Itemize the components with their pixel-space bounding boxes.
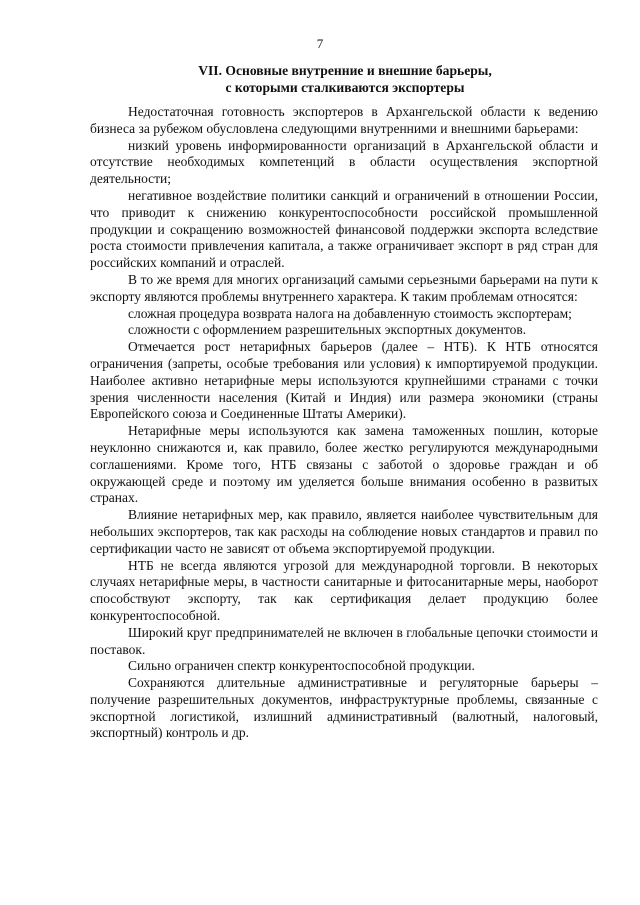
section-heading (90, 62, 600, 96)
paragraph: Сохраняются длительные административные и регуляторные барьеры – получение разрешительных документов, инфраструктурные проблемы, связанные с экспортной логистикой, излишний административный (валютный, налоговый, экспортный) контроль и др. (90, 675, 598, 741)
paragraph: низкий уровень информированности организаций в Архангельской области и отсутствие необходимых компетенций в области осуществления экспортной деятельности; (90, 137, 598, 187)
document-body (90, 104, 598, 742)
section-heading-line-2: с которыми сталкиваются экспортеры (225, 80, 465, 95)
paragraph: сложная процедура возврата налога на добавленную стоимость экспортерам; (128, 305, 572, 321)
paragraph: НТБ не всегда являются угрозой для международной торговли. В некоторых случаях нетарифные меры, в частности санитарные и фитосанитарные меры, наоборот способствуют экспорту, так как сертификация делает продукцию более конкурентоспособной. (90, 557, 598, 623)
paragraph: негативное воздействие политики санкций и ограничений в отношении России, что приводит к снижению конкурентоспособности российской промышленной продукции и сокращению возможностей финансовой поддержки экспорта вследствие роста стоимости привлечения капитала, а также ограничивает экспорт в ряд стран для российских компаний и отраслей. (90, 187, 598, 271)
paragraph: Широкий круг предпринимателей не включен в глобальные цепочки стоимости и поставок. (90, 624, 598, 657)
paragraph: сложности с оформлением разрешительных экспортных документов. (128, 322, 527, 338)
page-number: 7 (316, 36, 324, 51)
paragraph: Недостаточная готовность экспортеров в Архангельской области к ведению бизнеса за рубежом обусловлена следующими внутренними и внешними барьерами: (90, 104, 598, 136)
paragraph: Отмечается рост нетарифных барьеров (далее – НТБ). К НТБ относятся ограничения (запреты, особые требования или условия) к импортируемой продукции. Наиболее активно нетарифные меры используются крупнейшими странами с точки зрения численности населения (Китай и Индия) или размера экономики (страны Европейского союза и Соединенные Штаты Америки). (90, 339, 598, 422)
paragraph: В то же время для многих организаций самыми серьезными барьерами на пути к экспорту являются проблемы внутреннего характера. К таким проблемам относятся: (90, 271, 598, 304)
paragraph: Влияние нетарифных мер, как правило, является наиболее чувствительным для небольших экспортеров, так как расходы на соблюдение новых стандартов и правил по сертификации часто не зависят от объема экспортируемой продукции. (90, 507, 598, 556)
section-heading-line-1: VII. Основные внутренние и внешние барьеры, (198, 63, 492, 78)
paragraph: Нетарифные меры используются как замена таможенных пошлин, которые неуклонно снижаются и, как правило, более жестко регулируются международными соглашениями. Кроме того, НТБ связаны с заботой о здоровье граждан и об окружающей среде и поэтому им уделяется больше внимания особенно в развитых странах. (90, 423, 598, 506)
paragraph: Сильно ограничен спектр конкурентоспособной продукции. (128, 658, 475, 674)
